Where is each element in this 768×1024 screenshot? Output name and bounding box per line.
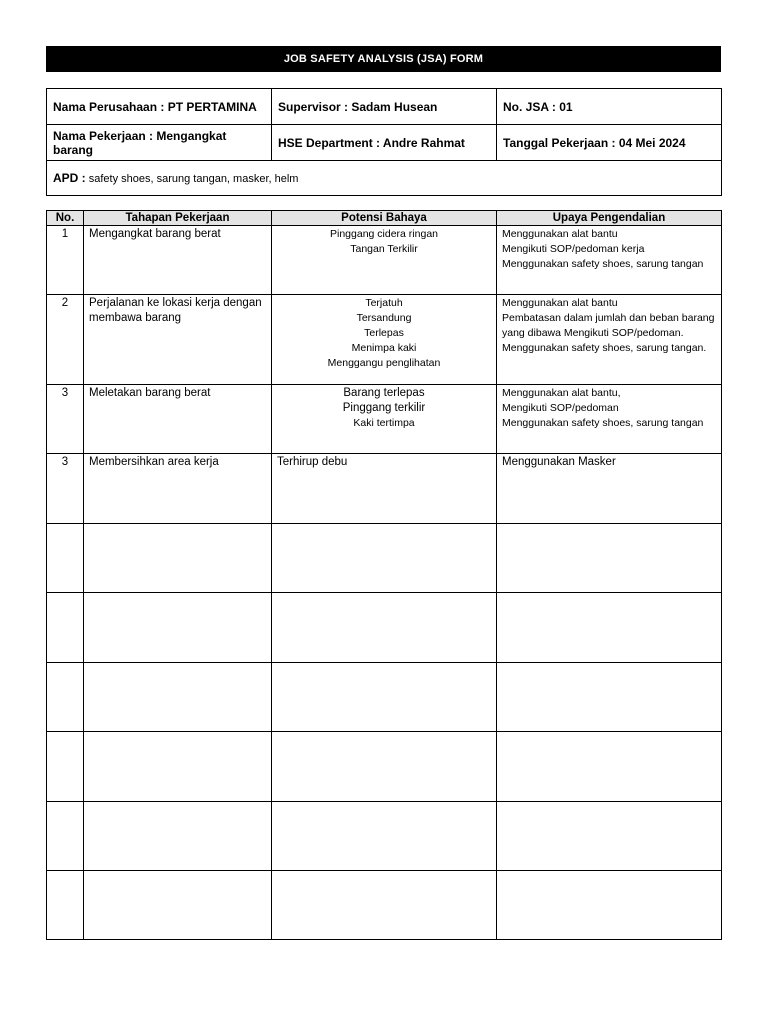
empty-cell xyxy=(47,802,84,871)
row-controls xyxy=(497,226,722,295)
empty-cell xyxy=(84,732,272,802)
header-hazard: Potensi Bahaya xyxy=(272,211,497,226)
header-no: No. xyxy=(47,211,84,226)
empty-cell xyxy=(47,663,84,732)
empty-cell xyxy=(497,802,722,871)
empty-cell xyxy=(497,732,722,802)
row-no: 2 xyxy=(47,295,84,385)
jsa-number: No. JSA : 01 xyxy=(497,89,722,125)
row-hazards xyxy=(272,454,497,524)
jsa-table xyxy=(46,210,722,940)
row-hazards xyxy=(272,226,497,295)
control-item: Menggunakan alat bantu, xyxy=(502,387,621,399)
empty-cell xyxy=(47,871,84,940)
apd-label: APD : xyxy=(53,170,86,185)
empty-row xyxy=(47,663,722,732)
empty-cell xyxy=(272,524,497,593)
hazard-item: Terhirup debu xyxy=(277,456,348,468)
job-date: Tanggal Pekerjaan : 04 Mei 2024 xyxy=(497,125,722,161)
row-step: Meletakan barang berat xyxy=(84,385,272,454)
apd-value: safety shoes, sarung tangan, masker, helm xyxy=(85,172,299,185)
control-item: Mengikuti SOP/pedoman kerja xyxy=(502,243,645,255)
row-step: Membersihkan area kerja xyxy=(84,454,272,524)
row-hazards xyxy=(272,385,497,454)
hazard-item: Kaki tertimpa xyxy=(353,417,415,429)
hazard-item: Terjatuh xyxy=(365,297,403,309)
row-controls xyxy=(497,454,722,524)
hazard-item: Tersandung xyxy=(356,312,412,324)
info-table xyxy=(46,88,722,196)
empty-cell xyxy=(47,593,84,663)
control-item: Menggunakan safety shoes, sarung tangan xyxy=(502,258,704,270)
empty-cell xyxy=(497,663,722,732)
hazard-item: Menimpa kaki xyxy=(351,342,417,354)
row-no: 3 xyxy=(47,454,84,524)
header-step: Tahapan Pekerjaan xyxy=(84,211,272,226)
empty-row xyxy=(47,802,722,871)
control-item: Menggunakan alat bantu xyxy=(502,297,618,309)
table-row xyxy=(47,385,722,454)
empty-cell xyxy=(497,593,722,663)
row-step: Perjalanan ke lokasi kerja dengan membawa barang xyxy=(84,295,272,385)
empty-cell xyxy=(47,524,84,593)
hse-department: HSE Department : Andre Rahmat xyxy=(272,125,497,161)
table-row xyxy=(47,454,722,524)
apd-row xyxy=(47,161,722,196)
empty-cell xyxy=(497,871,722,940)
supervisor: Supervisor : Sadam Husean xyxy=(272,89,497,125)
company-name: Nama Perusahaan : PT PERTAMINA xyxy=(47,89,272,125)
job-name: Nama Pekerjaan : Mengangkat barang xyxy=(47,125,272,161)
empty-row xyxy=(47,593,722,663)
empty-cell xyxy=(84,663,272,732)
control-item: Pembatasan dalam jumlah dan beban barang yang dibawa Mengikuti SOP/pedoman. xyxy=(502,312,715,339)
row-step: Mengangkat barang berat xyxy=(84,226,272,295)
hazard-item: Terlepas xyxy=(364,327,404,339)
control-item: Menggunakan alat bantu xyxy=(502,228,618,240)
row-controls xyxy=(497,295,722,385)
hazard-item: Menggangu penglihatan xyxy=(327,357,441,369)
empty-cell xyxy=(272,593,497,663)
hazard-item: Pinggang cidera ringan xyxy=(330,228,438,240)
empty-row xyxy=(47,871,722,940)
empty-cell xyxy=(47,732,84,802)
empty-cell xyxy=(272,871,497,940)
empty-cell xyxy=(84,802,272,871)
empty-cell xyxy=(497,524,722,593)
row-hazards xyxy=(272,295,497,385)
empty-cell xyxy=(272,732,497,802)
hazard-item: Barang terlepas xyxy=(343,387,425,399)
hazard-item: Tangan Terkilir xyxy=(350,243,418,255)
empty-cell xyxy=(272,663,497,732)
empty-cell xyxy=(84,871,272,940)
hazard-item: Pinggang terkilir xyxy=(342,402,426,414)
empty-row xyxy=(47,524,722,593)
empty-cell xyxy=(84,593,272,663)
empty-cell xyxy=(272,802,497,871)
table-row xyxy=(47,226,722,295)
table-header-row xyxy=(47,211,722,226)
control-item: Menggunakan safety shoes, sarung tangan. xyxy=(502,342,707,354)
form-title: JOB SAFETY ANALYSIS (JSA) FORM xyxy=(46,46,721,72)
row-no: 3 xyxy=(47,385,84,454)
table-row xyxy=(47,295,722,385)
control-item: Mengikuti SOP/pedoman xyxy=(502,402,619,414)
row-controls xyxy=(497,385,722,454)
empty-cell xyxy=(84,524,272,593)
control-item: Menggunakan Masker xyxy=(502,456,616,468)
control-item: Menggunakan safety shoes, sarung tangan xyxy=(502,417,704,429)
row-no: 1 xyxy=(47,226,84,295)
empty-row xyxy=(47,732,722,802)
header-control: Upaya Pengendalian xyxy=(497,211,722,226)
